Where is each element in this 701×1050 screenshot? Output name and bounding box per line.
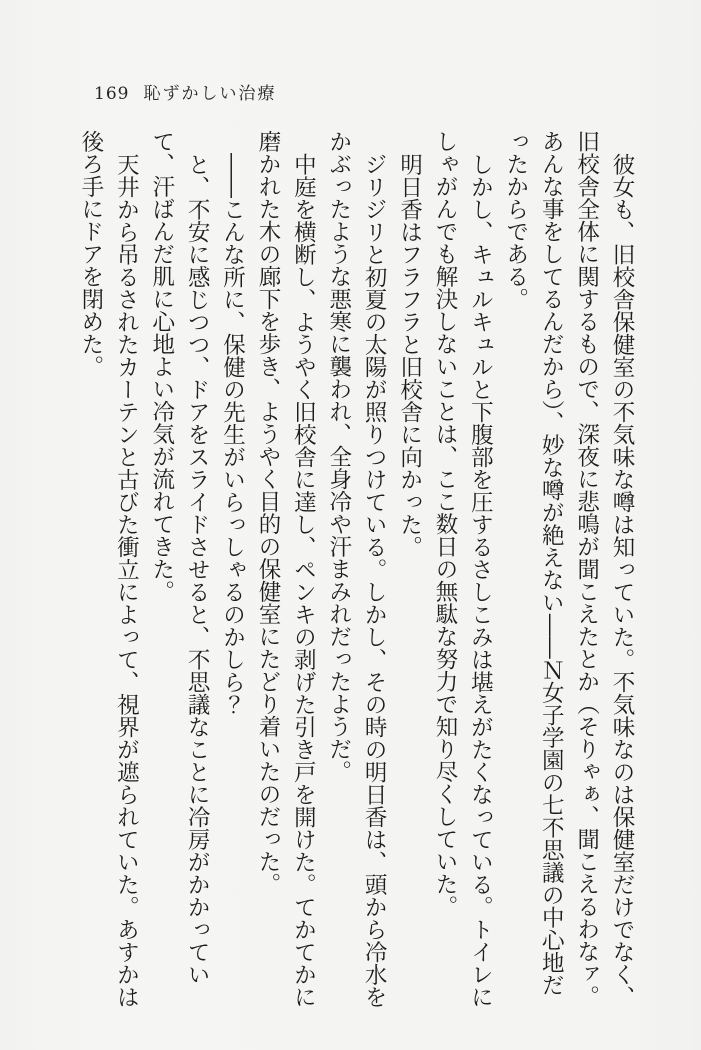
paragraph: 天井から吊るされたカーテンと古びた衝立によって、視界が遮られていた。あすかは後ろ手にドアを閉めた。 bbox=[77, 130, 140, 1008]
vertical-text-block bbox=[72, 130, 639, 1008]
paragraph: 彼女も、旧校舎保健室の不気味な噂は知っていた。不気味なのは保健室だけでなく、旧校舎全体に関するもので、深夜に悲鳴が聞こえたとか（そりゃぁ、聞こえるわなァ。あんな事をしてるんだから）、妙な噂が絶えない――Ｎ女子学園の七不思議の中心地だったからである。 bbox=[502, 130, 635, 1008]
running-head bbox=[94, 79, 276, 104]
paragraph: しかし、キュルキュルと下腹部を圧するさしこみは堪えがたくなっている。トイレにしゃがんでも解決しないことは、ここ数日の無駄な努力で知り尽くしていた。 bbox=[431, 130, 494, 1008]
paragraph: 明日香はフラフラと旧校舎に向かった。 bbox=[396, 152, 423, 558]
paragraph: ジリジリと初夏の太陽が照りつけている。しかし、その時の明日香は、頭から冷水をかぶったような悪寒に襲われ、全身冷や汗まみれだったようだ。 bbox=[325, 130, 388, 1008]
chapter-title: 恥ずかしい治療 bbox=[143, 84, 277, 104]
paragraph: ――こんな所に、保健の先生がいらっしゃるのかしら？ bbox=[219, 152, 246, 715]
paragraph: 中庭を横断し、ようやく旧校舎に達し、ペンキの剥げた引き戸を開けた。てかてかに磨かれた木の廊下を歩き、ようやく目的の保健室にたどり着いたのだった。 bbox=[254, 130, 317, 1008]
page-number: 169 bbox=[94, 84, 130, 104]
paragraph: と、不安に感じつつ、ドアをスライドさせると、不思議なことに冷房がかかっていて、汗ばんだ肌に心地よい冷気が流れてきた。 bbox=[148, 130, 211, 985]
